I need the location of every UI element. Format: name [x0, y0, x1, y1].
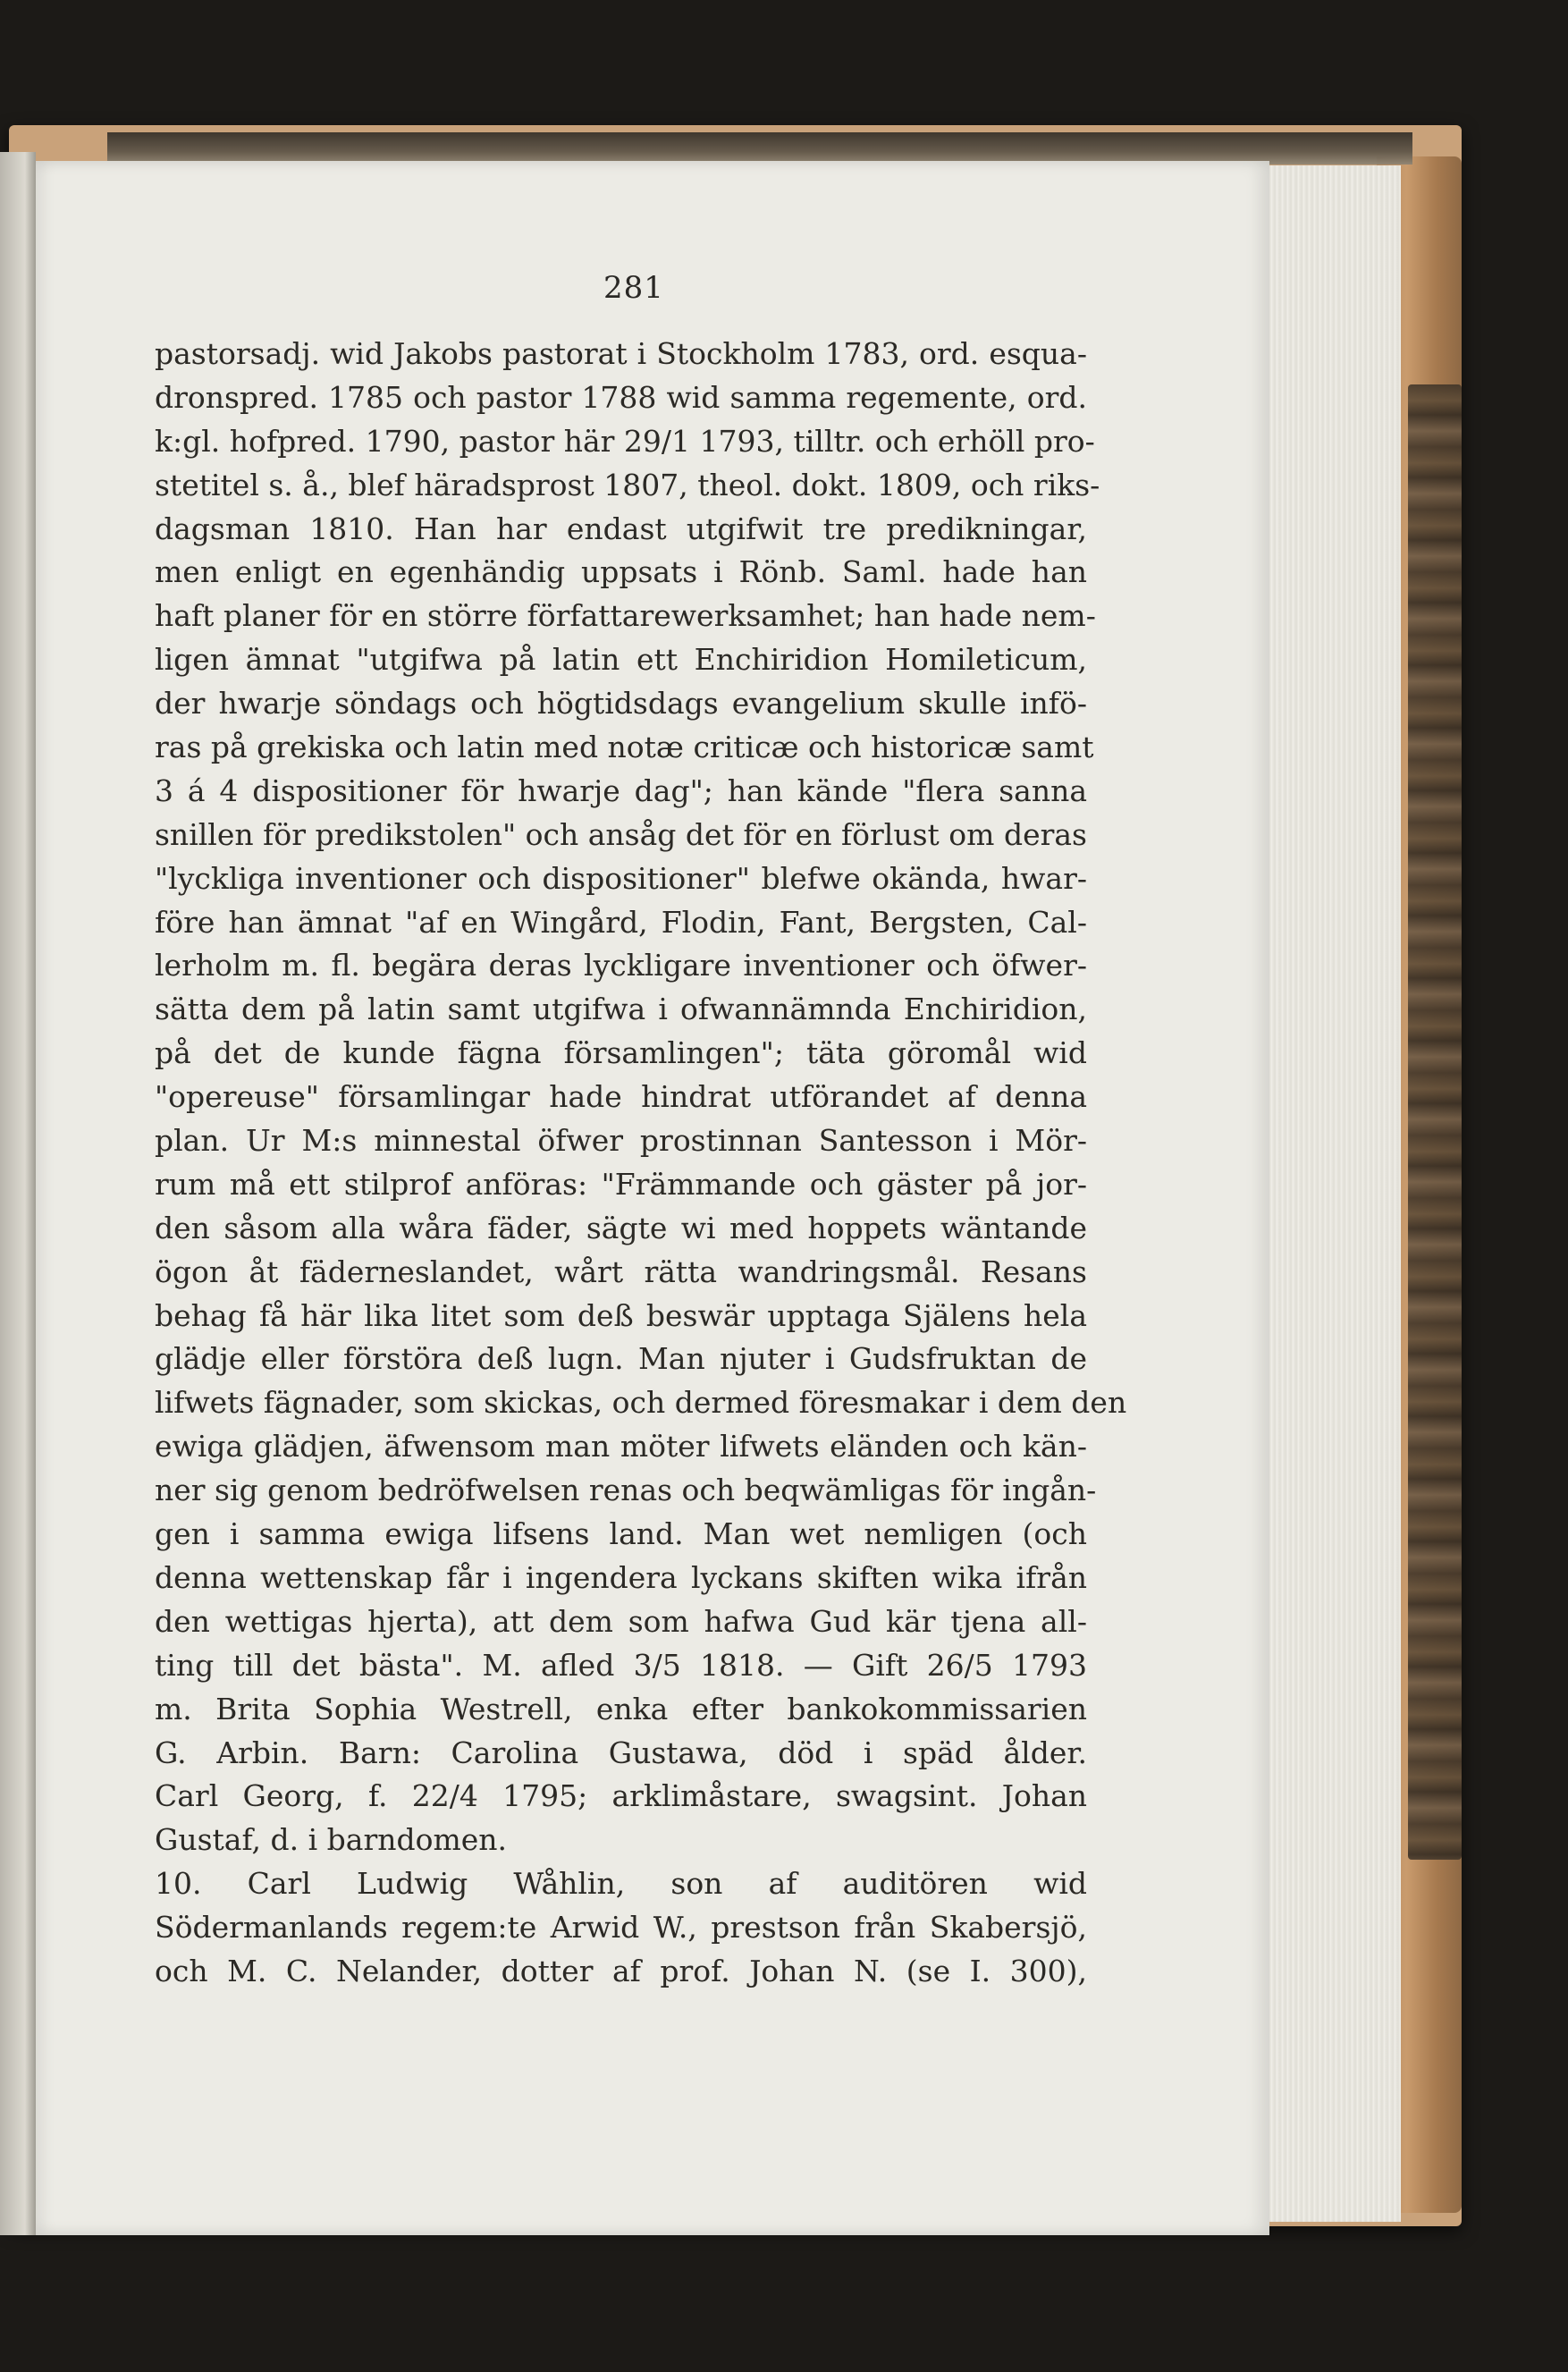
text-line: stetitel s. å., blef häradsprost 1807, theol. dokt. 1809, och riks-: [155, 467, 1100, 502]
text-line: den wettigas hjerta), att dem som hafwa Gud kär tjena all-: [155, 1603, 1087, 1639]
cover-top-band: [107, 132, 1412, 165]
text-line: sätta dem på latin samt utgifwa i ofwannämnda Enchiridion,: [155, 992, 1087, 1027]
text-line: före han ämnat "af en Wingård, Flodin, Fant, Bergsten, Cal-: [155, 904, 1087, 940]
cover-wear: [1408, 384, 1462, 1860]
text-line: lifwets fägnader, som skickas, och dermed föresmakar i dem den: [155, 1385, 1127, 1421]
text-line: m. Brita Sophia Westrell, enka efter bankokommissarien: [155, 1691, 1087, 1726]
text-line: ögon åt fäderneslandet, wårt rätta wandringsmål. Resans: [155, 1254, 1087, 1289]
text-line: der hwarje söndags och högtidsdags evangelium skulle infö-: [155, 686, 1087, 722]
text-line: ner sig genom bedröfwelsen renas och beqwämligas för ingån-: [155, 1473, 1097, 1508]
text-line: rum må ett stilprof anföras: "Främmande och gäster på jor-: [155, 1166, 1087, 1202]
text-line: gen i samma ewiga lifsens land. Man wet nemligen (och: [155, 1516, 1087, 1552]
text-line: k:gl. hofpred. 1790, pastor här 29/1 1793, tilltr. och erhöll pro-: [155, 423, 1095, 459]
text-line: dronspred. 1785 och pastor 1788 wid samma regemente, ord.: [155, 379, 1087, 415]
text-line: och M. C. Nelander, dotter af prof. Johan N. (se I. 300),: [155, 1953, 1087, 1988]
text-line: snillen för predikstolen" och ansåg det för en förlust om deras: [155, 816, 1087, 852]
text-line: glädje eller förstöra deß lugn. Man njuter i Gudsfruktan de: [155, 1341, 1087, 1377]
text-line: men enligt en egenhändig uppsats i Rönb. Saml. hade han: [155, 554, 1087, 590]
left-page-edge: [0, 152, 36, 2235]
text-line: Gustaf, d. i barndomen.: [155, 1822, 508, 1858]
text-line: "opereuse" församlingar hade hindrat utförandet af denna: [155, 1079, 1087, 1115]
text-line: den såsom alla wåra fäder, sägte wi med hoppets wäntande: [155, 1210, 1087, 1245]
text-line: ewiga glädjen, äfwensom man möter lifwets eländen och kän-: [155, 1429, 1087, 1465]
text-line: lerholm m. fl. begära deras lyckligare inventioner och öfwer-: [155, 948, 1087, 983]
text-line: dagsman 1810. Han har endast utgifwit tre predikningar,: [155, 511, 1087, 546]
text-line: plan. Ur M:s minnestal öfwer prostinnan Santesson i Mör-: [155, 1123, 1087, 1159]
text-line: "lyckliga inventioner och dispositioner" blefwe okända, hwar-: [155, 860, 1087, 896]
page-number: 281: [603, 270, 664, 306]
page-stack-edges: [1265, 165, 1401, 2222]
text-line: 3 á 4 dispositioner för hwarje dag"; han kände "flera sanna: [155, 772, 1087, 808]
text-line: Carl Georg, f. 22/4 1795; arklimåstare, swagsint. Johan: [155, 1778, 1087, 1814]
text-line: ligen ämnat "utgifwa på latin ett Enchiridion Homileticum,: [155, 642, 1087, 678]
text-line: behag få här lika litet som deß beswär upptaga Själens hela: [155, 1297, 1087, 1333]
body-text: [155, 333, 1127, 1994]
text-line: på det de kunde fägna församlingen"; täta göromål wid: [155, 1035, 1087, 1071]
text-line: haft planer för en större författarewerksamhet; han hade nem-: [155, 598, 1096, 634]
text-line: Södermanlands regem:te Arwid W., prestson från Skabersjö,: [155, 1910, 1087, 1946]
text-line: G. Arbin. Barn: Carolina Gustawa, död i späd ålder.: [155, 1735, 1087, 1770]
text-line: ras på grekiska och latin med notæ criticæ och historicæ samt: [155, 730, 1094, 765]
text-line: ting till det bästa". M. afled 3/5 1818. — Gift 26/5 1793: [155, 1647, 1087, 1683]
text-line: 10. Carl Ludwig Wåhlin, son af auditören wid: [155, 1866, 1087, 1902]
text-line: pastorsadj. wid Jakobs pastorat i Stockholm 1783, ord. esqua-: [155, 336, 1087, 371]
text-line: denna wettenskap får i ingendera lyckans skiften wika ifrån: [155, 1559, 1087, 1595]
